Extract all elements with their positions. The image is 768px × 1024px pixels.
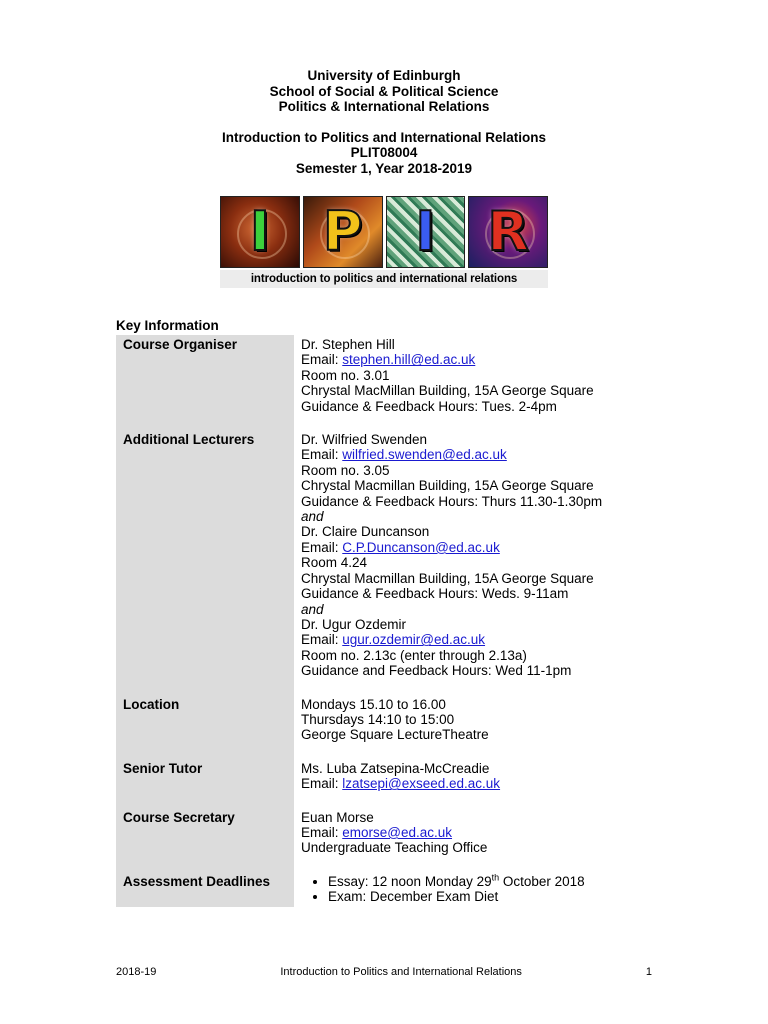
value-additional-lecturers [294,430,656,695]
lecturer-building: Chrystal Macmillan Building, 15A George Square [301,478,594,494]
lecturer-building: Chrystal Macmillan Building, 15A George Square [301,570,594,586]
tutor-email-link[interactable]: lzatsepi@exseed.ed.ac.uk [342,776,501,792]
footer-title: Introduction to Politics and International Relations [280,966,522,978]
label-assessment-deadlines: Assessment Deadlines [116,872,294,907]
value-location [294,695,656,759]
lecturer-room: Room 4.24 [301,555,368,571]
secretary-name: Euan Morse [301,809,374,825]
key-information-table [116,335,656,907]
page-footer [116,966,652,978]
banner-letter: R [487,200,529,263]
banner-tile-r [468,196,548,268]
lecturer-email-link[interactable]: wilfried.swenden@ed.ac.uk [342,447,507,463]
row-assessment-deadlines [116,872,656,907]
and-separator: and [301,601,324,617]
semester: Semester 1, Year 2018-2019 [295,160,473,176]
row-course-organiser [116,335,656,430]
row-senior-tutor [116,759,656,808]
lecturer-hours: Guidance & Feedback Hours: Weds. 9-11am [301,586,569,602]
tutor-name: Ms. Luba Zatsepina-McCreadie [301,760,490,776]
secretary-office: Undergraduate Teaching Office [301,840,488,856]
banner-tile-i [220,196,300,268]
label-location: Location [116,695,294,759]
value-course-organiser [294,335,656,430]
row-additional-lecturers [116,430,656,695]
location-line: George Square LectureTheatre [301,727,489,743]
label-course-organiser: Course Organiser [116,335,294,430]
row-location [116,695,656,759]
email-prefix: Email: [301,447,343,463]
banner-letter: I [249,200,270,263]
email-prefix: Email: [301,352,343,368]
organiser-room: Room no. 3.01 [301,367,390,383]
email-prefix: Email: [301,776,343,792]
row-course-secretary [116,808,656,872]
deadline-exam: • Exam: December Exam Diet [328,889,656,904]
lecturer-room: Room no. 2.13c (enter through 2.13a) [301,647,527,663]
lecturer-room: Room no. 3.05 [301,462,390,478]
email-prefix: Email: [301,632,343,648]
deadline-list [301,874,656,905]
secretary-email-link[interactable]: emorse@ed.ac.uk [342,824,453,840]
label-additional-lecturers: Additional Lecturers [116,430,294,695]
course-code: PLIT08004 [350,145,418,160]
university-name: University of Edinburgh [307,68,461,83]
value-senior-tutor [294,759,656,808]
label-senior-tutor: Senior Tutor [116,759,294,808]
school-name: School of Social & Political Science [269,83,499,99]
ipir-banner-logo [220,196,548,288]
banner-letter: P [322,200,363,263]
subject-name: Politics & International Relations [278,99,490,114]
document-header [0,68,768,176]
key-information-heading: Key Information [116,318,219,333]
lecturer-email-link[interactable]: ugur.ozdemir@ed.ac.uk [342,632,486,648]
location-line: Thursdays 14:10 to 15:00 [301,711,455,727]
location-line: Mondays 15.10 to 16.00 [301,696,446,712]
lecturer-hours: Guidance and Feedback Hours: Wed 11-1pm [301,663,572,679]
banner-letter: I [415,200,436,263]
banner-tile-i2 [386,196,466,268]
lecturer-name: Dr. Claire Duncanson [301,524,430,540]
organiser-building: Chrystal MacMillan Building, 15A George Square [301,383,594,399]
value-assessment-deadlines [294,872,656,907]
footer-page-number: 1 [645,966,652,978]
organiser-email-link[interactable]: stephen.hill@ed.ac.uk [342,352,476,368]
lecturer-hours: Guidance & Feedback Hours: Thurs 11.30-1.30pm [301,493,603,509]
email-prefix: Email: [301,539,343,555]
deadline-essay: • Essay: 12 noon Monday 29th October 2018 [328,874,656,889]
lecturer-name: Dr. Wilfried Swenden [301,432,428,448]
footer-year: 2018-19 [116,966,157,978]
banner-tile-p [303,196,383,268]
course-title: Introduction to Politics and International Relations [221,129,546,145]
lecturer-name: Dr. Ugur Ozdemir [301,616,407,632]
lecturer-email-link[interactable]: C.P.Duncanson@ed.ac.uk [342,539,500,555]
label-course-secretary: Course Secretary [116,808,294,872]
banner-caption: introduction to politics and international relations [220,270,548,288]
email-prefix: Email: [301,824,343,840]
organiser-name: Dr. Stephen Hill [301,337,395,352]
organiser-hours: Guidance & Feedback Hours: Tues. 2-4pm [301,398,557,414]
value-course-secretary [294,808,656,872]
and-separator: and [301,509,324,525]
